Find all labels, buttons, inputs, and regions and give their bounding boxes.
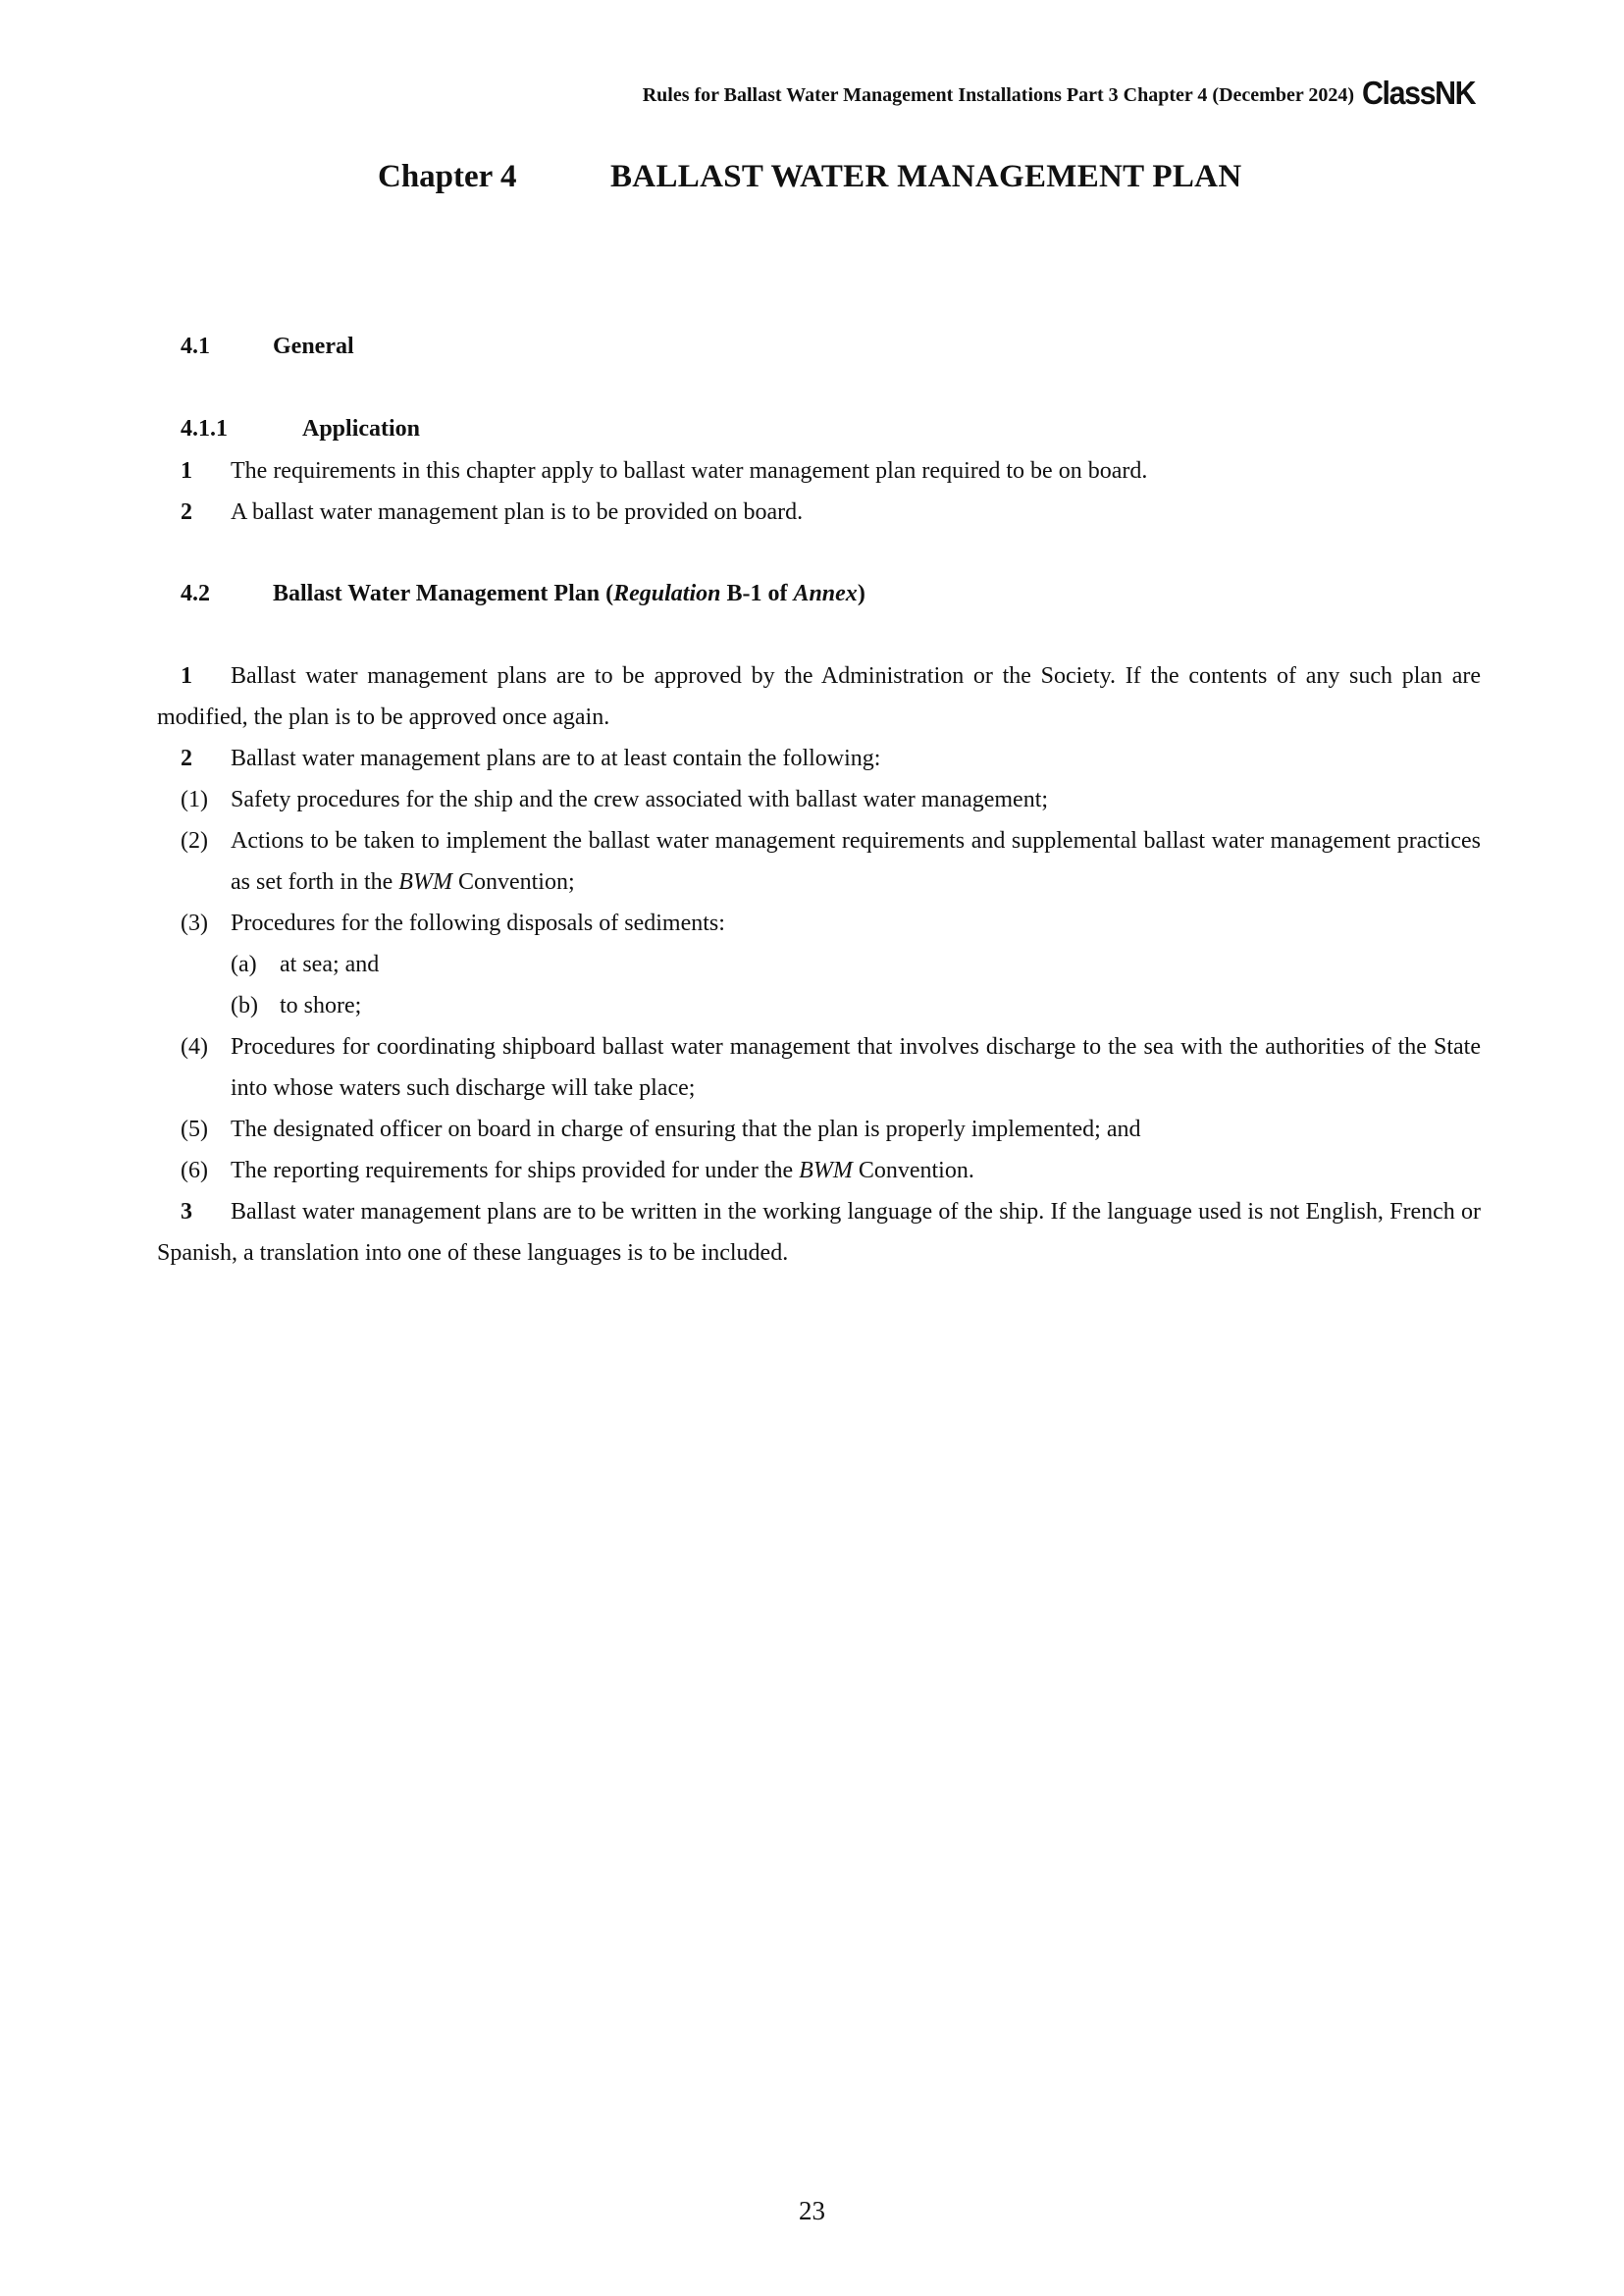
- list-item-6-text-before: The reporting requirements for ships provided for under the: [231, 1158, 800, 1183]
- list-item-5-label: (5): [181, 1117, 208, 1142]
- section-4-1-number: 4.1: [181, 334, 210, 359]
- list-item-6-text-after: Convention.: [852, 1158, 974, 1183]
- plan-paragraph-2-number: 2: [181, 746, 192, 771]
- sub-item-b-text: to shore;: [280, 993, 362, 1018]
- section-4-2-title-suffix: ): [857, 581, 865, 606]
- section-4-1-title: General: [273, 334, 354, 359]
- section-4-2-title-prefix: Ballast Water Management Plan (: [273, 581, 614, 606]
- list-item-6-text: [231, 1150, 974, 1191]
- list-item-2-label: (2): [181, 828, 208, 854]
- application-item-2-text: A ballast water management plan is to be provided on board.: [231, 499, 804, 525]
- section-4-2-title-mid: B-1 of: [720, 581, 794, 606]
- plan-paragraph-1-text: Ballast water management plans are to be approved by the Administration or the Society. If the contents of any such plan are modified, the plan is to be approved once again.: [157, 663, 1481, 730]
- sub-item-a-label: (a): [231, 952, 257, 977]
- list-item-2-bwm: BWM: [398, 869, 452, 895]
- plan-paragraph-3: [157, 1191, 1481, 1274]
- application-item-1-text: The requirements in this chapter apply to ballast water management plan required to be on board.: [231, 458, 1148, 484]
- section-4-1-1-number: 4.1.1: [181, 416, 228, 442]
- list-item-4-label: (4): [181, 1034, 208, 1060]
- list-item-1-text: Safety procedures for the ship and the crew associated with ballast water management;: [231, 787, 1049, 812]
- application-item-1-number: 1: [181, 458, 192, 484]
- list-item-6-label: (6): [181, 1158, 208, 1183]
- plan-paragraph-1: [157, 655, 1481, 738]
- plan-paragraph-3-text: Ballast water management plans are to be written in the working language of the ship. If the language used is not English, French or Spanish, a translation into one of these languages is to be included.: [157, 1199, 1481, 1266]
- list-item-3-text: Procedures for the following disposals of sediments:: [231, 911, 725, 936]
- list-item-2-text-before: Actions to be taken to implement the ballast water management requirements and supplemental ballast water management practices as set forth in the: [231, 828, 1481, 895]
- sub-item-a-text: at sea; and: [280, 952, 380, 977]
- list-item-6-bwm: BWM: [799, 1158, 853, 1183]
- chapter-title: BALLAST WATER MANAGEMENT PLAN: [610, 159, 1242, 194]
- chapter-number: Chapter 4: [378, 159, 517, 194]
- section-4-2-title-regulation: Regulation: [613, 581, 721, 606]
- list-item-2-text-after: Convention;: [451, 869, 575, 895]
- classnk-logo: ClassNK: [1362, 75, 1476, 111]
- list-item-3-label: (3): [181, 911, 208, 936]
- page-number: 23: [799, 2196, 825, 2225]
- list-item-2-text: [231, 820, 1481, 903]
- plan-paragraph-2-text: Ballast water management plans are to at least contain the following:: [231, 746, 881, 771]
- list-item-4-text: Procedures for coordinating shipboard ballast water management that involves discharge to the sea with the authorities of the State into whose waters such discharge will take place;: [231, 1034, 1481, 1101]
- list-item-1-label: (1): [181, 787, 208, 812]
- sub-item-b-label: (b): [231, 993, 258, 1018]
- application-item-2-number: 2: [181, 499, 192, 525]
- section-4-2-title: [273, 581, 865, 607]
- plan-paragraph-3-number: 3: [181, 1199, 192, 1225]
- section-4-2-number: 4.2: [181, 581, 210, 606]
- section-4-1-1-title: Application: [302, 416, 421, 442]
- list-item-5-text: The designated officer on board in charge of ensuring that the plan is properly implemented; and: [231, 1117, 1141, 1142]
- section-4-2-title-annex: Annex: [793, 581, 858, 606]
- running-header: Rules for Ballast Water Management Installations Part 3 Chapter 4 (December 2024): [642, 84, 1354, 106]
- plan-paragraph-1-number: 1: [181, 663, 192, 689]
